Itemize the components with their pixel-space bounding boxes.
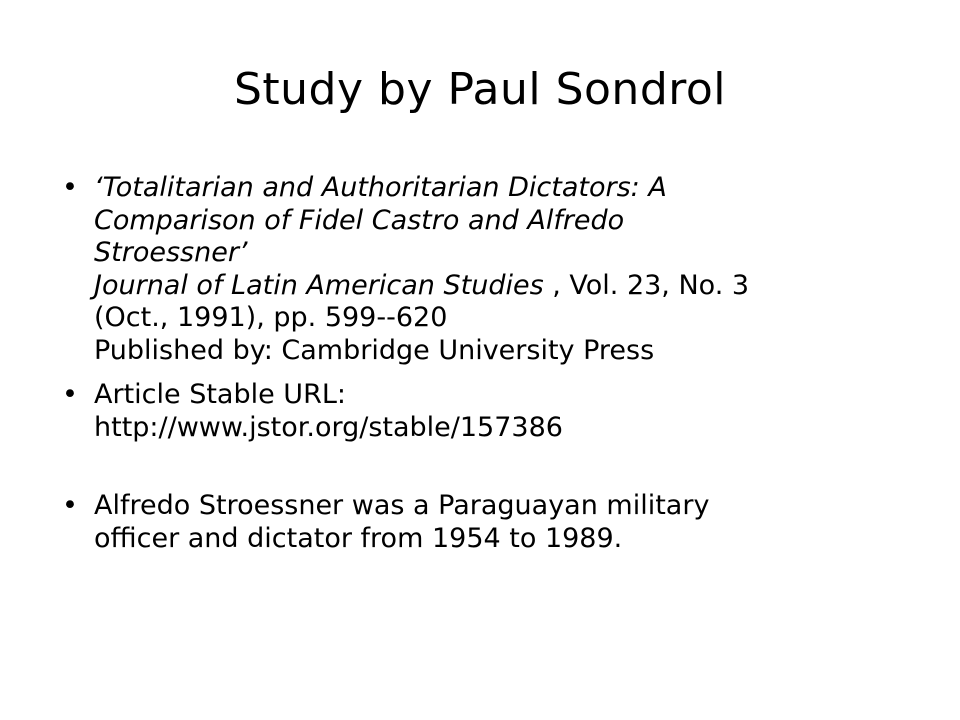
bullet-dot-icon: • (62, 379, 78, 410)
article-title-line: Comparison of Fidel Castro and Alfredo (94, 204, 625, 236)
url-text: http://www.jstor.org/stable/157386 (94, 411, 563, 443)
bullet-dot-icon: • (62, 172, 78, 203)
bullet-dot-icon: • (62, 490, 78, 521)
fact-line: Alfredo Stroessner was a Paraguayan military (94, 490, 710, 521)
fact-line: officer and dictator from 1954 to 1989. (94, 522, 623, 554)
article-title-line: Stroessner’ (94, 237, 248, 268)
journal-line (94, 270, 912, 303)
bullet-fact (62, 490, 912, 555)
url-label: Article Stable URL: (94, 379, 346, 410)
slide-title: Study by Paul Sondrol (233, 64, 727, 115)
bullet-list (62, 172, 912, 555)
journal-name: Journal of Latin American Studies (94, 269, 544, 301)
publication-date-line: (Oct., 1991), pp. 599--620 (94, 302, 448, 333)
publisher-line: Published by: Cambridge University Press (94, 334, 655, 366)
article-title-line: ‘Totalitarian and Authoritarian Dictators: A (94, 172, 667, 203)
bullet-citation (62, 172, 912, 367)
journal-volume: , Vol. 23, No. 3 (543, 269, 750, 301)
bullet-url (62, 379, 912, 444)
